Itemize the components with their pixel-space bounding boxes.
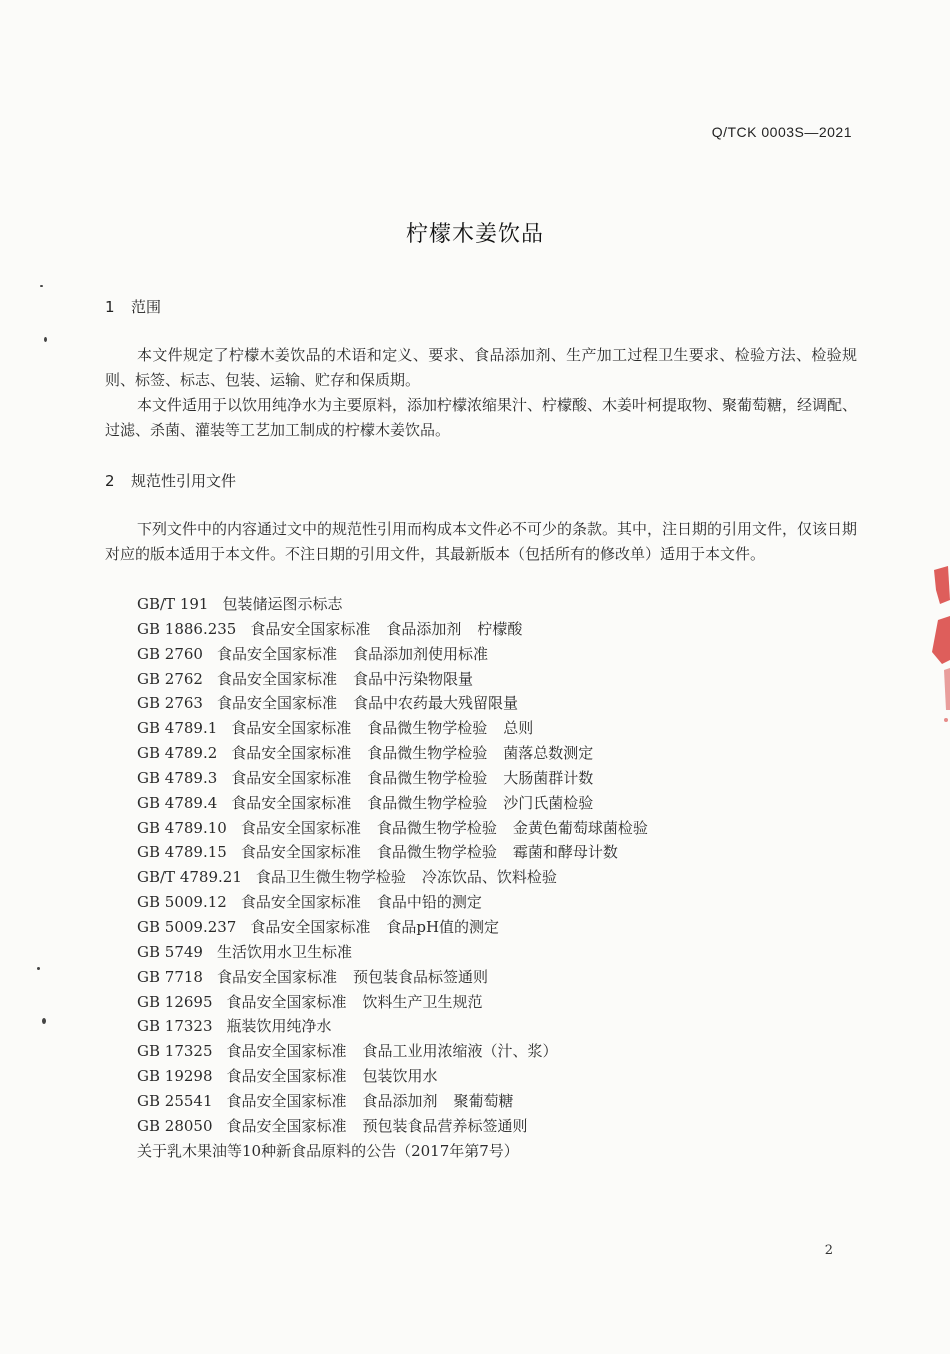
section-title: 规范性引用文件 xyxy=(131,472,237,490)
reference-item xyxy=(137,667,664,692)
reference-item xyxy=(137,716,664,741)
reference-title-part: 包装储运图示标志 xyxy=(222,595,343,613)
reference-item xyxy=(137,1039,664,1064)
scan-speck xyxy=(42,1018,46,1024)
reference-title-part: 食品中污染物限量 xyxy=(352,669,473,688)
reference-code: GB 4789.1 xyxy=(137,719,218,738)
reference-code: GB 2760 xyxy=(137,644,203,663)
section-number: 1 xyxy=(105,298,115,316)
reference-title-part: 食品卫生微生物学检验 xyxy=(255,868,406,887)
reference-title-part: 金黄色葡萄球菌检验 xyxy=(512,818,648,837)
reference-title-part: 饮料生产卫生规范 xyxy=(362,992,483,1011)
reference-item xyxy=(137,840,664,865)
reference-item xyxy=(137,1139,664,1164)
reference-title-part: 食品安全国家标准 xyxy=(250,619,371,638)
section-heading-scope xyxy=(105,296,161,317)
reference-item xyxy=(137,617,664,642)
scan-speck xyxy=(44,337,47,342)
reference-item xyxy=(137,766,664,791)
reference-title-part: 食品安全国家标准 xyxy=(226,1067,347,1086)
reference-code: GB 7718 xyxy=(137,967,203,986)
reference-title-part: 食品中铅的测定 xyxy=(376,893,482,912)
reference-title-part: 食品微生物学检验 xyxy=(376,843,497,862)
reference-title-part: 食品安全国家标准 xyxy=(231,744,352,763)
reference-item xyxy=(137,990,664,1015)
reference-item xyxy=(137,865,664,890)
reference-title-part: 冷冻饮品、饮料检验 xyxy=(421,868,557,887)
reference-title-part: 食品安全国家标准 xyxy=(226,1091,347,1110)
reference-title-part: 食品微生物学检验 xyxy=(376,818,497,837)
reference-title-part: 食品安全国家标准 xyxy=(250,917,371,936)
reference-list xyxy=(137,592,664,1163)
reference-code: GB 25541 xyxy=(137,1091,213,1110)
reference-item xyxy=(137,915,664,940)
reference-code: GB 4789.10 xyxy=(137,818,227,837)
section-title: 范围 xyxy=(131,298,162,316)
reference-item xyxy=(137,741,664,766)
reference-title-part: 瓶装饮用纯净水 xyxy=(226,1017,332,1036)
scope-paragraph-1: 本文件规定了柠檬木姜饮品的术语和定义、要求、食品添加剂、生产加工过程卫生要求、检验方法、检验规则、标签、标志、包装、运输、贮存和保质期。 xyxy=(105,346,857,389)
reference-title-part: 食品安全国家标准 xyxy=(240,843,361,862)
reference-title-part: 霉菌和酵母计数 xyxy=(512,843,618,862)
reference-code: GB 4789.3 xyxy=(137,768,218,787)
document-code: Q/TCK 0003S—2021 xyxy=(711,124,852,140)
reference-code: GB 4789.15 xyxy=(137,843,227,862)
reference-code: GB 5009.12 xyxy=(137,893,227,912)
reference-title-part: 包装饮用水 xyxy=(362,1067,438,1086)
reference-title-part: 食品pH值的测定 xyxy=(386,917,500,936)
section-heading-normative-references xyxy=(105,470,236,491)
reference-code: GB/T 4789.21 xyxy=(137,868,242,887)
reference-item xyxy=(137,691,664,716)
reference-title-part: 食品安全国家标准 xyxy=(226,992,347,1011)
reference-code: GB 5009.237 xyxy=(137,917,237,936)
reference-item xyxy=(137,791,664,816)
reference-code: GB 17323 xyxy=(137,1017,213,1036)
reference-title-part: 食品工业用浓缩液（汁、浆） xyxy=(362,1042,558,1061)
reference-title-part: 食品微生物学检验 xyxy=(367,744,488,763)
reference-code: GB 28050 xyxy=(137,1116,213,1135)
reference-title-part: 食品安全国家标准 xyxy=(231,719,352,738)
page-number: 2 xyxy=(824,1243,833,1258)
scope-paragraph-2: 本文件适用于以饮用纯净水为主要原料，添加柠檬浓缩果汁、柠檬酸、木姜叶柯提取物、聚葡萄糖，经调配、过滤、杀菌、灌装等工艺加工制成的柠檬木姜饮品。 xyxy=(105,396,858,439)
reference-title-part: 聚葡萄糖 xyxy=(453,1091,514,1110)
reference-title-part: 食品添加剂 xyxy=(386,619,462,638)
reference-item xyxy=(137,816,664,841)
reference-title-part: 菌落总数测定 xyxy=(503,744,594,763)
reference-code: GB 4789.2 xyxy=(137,744,218,763)
reference-code: GB 1886.235 xyxy=(137,619,237,638)
reference-title-part: 食品添加剂 xyxy=(362,1091,438,1110)
reference-code: GB/T 191 xyxy=(137,595,209,613)
reference-title-part: 预包装食品营养标签通则 xyxy=(362,1116,528,1135)
reference-title-part: 食品安全国家标准 xyxy=(240,893,361,912)
reference-title-part: 食品微生物学检验 xyxy=(367,768,488,787)
reference-title-part: 柠檬酸 xyxy=(477,619,523,638)
reference-code: GB 5749 xyxy=(137,942,203,961)
reference-title-part: 总则 xyxy=(503,719,534,738)
reference-title-part: 食品安全国家标准 xyxy=(226,1042,347,1061)
scan-speck xyxy=(37,967,40,970)
reference-item xyxy=(137,592,664,617)
scan-speck xyxy=(40,285,43,287)
reference-code: GB 19298 xyxy=(137,1067,213,1086)
reference-item xyxy=(137,642,664,667)
reference-title-part: 预包装食品标签通则 xyxy=(352,967,488,986)
references-intro-paragraph: 下列文件中的内容通过文中的规范性引用而构成本文件必不可少的条款。其中，注日期的引用文件，仅该日期对应的版本适用于本文件。不注日期的引用文件，其最新版本（包括所有的修改单）适用于本文件。 xyxy=(105,520,858,563)
reference-title-part: 生活饮用水卫生标准 xyxy=(216,942,352,961)
reference-title-part: 食品添加剂使用标准 xyxy=(352,644,488,663)
section-number: 2 xyxy=(105,472,115,490)
reference-title-part: 食品安全国家标准 xyxy=(216,967,337,986)
reference-item xyxy=(137,1089,664,1114)
reference-item xyxy=(137,1114,664,1139)
reference-code: GB 2762 xyxy=(137,669,203,688)
reference-title-part: 沙门氏菌检验 xyxy=(503,793,594,812)
reference-code: GB 17325 xyxy=(137,1042,213,1061)
reference-item xyxy=(137,940,664,965)
reference-title-part: 食品微生物学检验 xyxy=(367,719,488,738)
reference-title-part: 食品安全国家标准 xyxy=(216,694,337,713)
reference-title-part: 大肠菌群计数 xyxy=(503,768,594,787)
reference-item xyxy=(137,890,664,915)
reference-title-part: 关于乳木果油等10种新食品原料的公告（2017年第7号） xyxy=(137,1141,519,1160)
reference-item xyxy=(137,965,664,990)
reference-item xyxy=(137,1064,664,1089)
seal-stamp-fragment xyxy=(926,560,950,730)
reference-code: GB 4789.4 xyxy=(137,793,218,812)
document-title: 柠檬木姜饮品 xyxy=(405,222,544,247)
reference-title-part: 食品微生物学检验 xyxy=(367,793,488,812)
reference-code: GB 12695 xyxy=(137,992,213,1011)
reference-title-part: 食品安全国家标准 xyxy=(231,793,352,812)
reference-code: GB 2763 xyxy=(137,694,203,713)
reference-title-part: 食品安全国家标准 xyxy=(240,818,361,837)
reference-title-part: 食品安全国家标准 xyxy=(231,768,352,787)
reference-item xyxy=(137,1014,664,1039)
reference-title-part: 食品安全国家标准 xyxy=(216,669,337,688)
reference-title-part: 食品安全国家标准 xyxy=(216,644,337,663)
reference-title-part: 食品安全国家标准 xyxy=(226,1116,347,1135)
reference-title-part: 食品中农药最大残留限量 xyxy=(352,694,518,713)
